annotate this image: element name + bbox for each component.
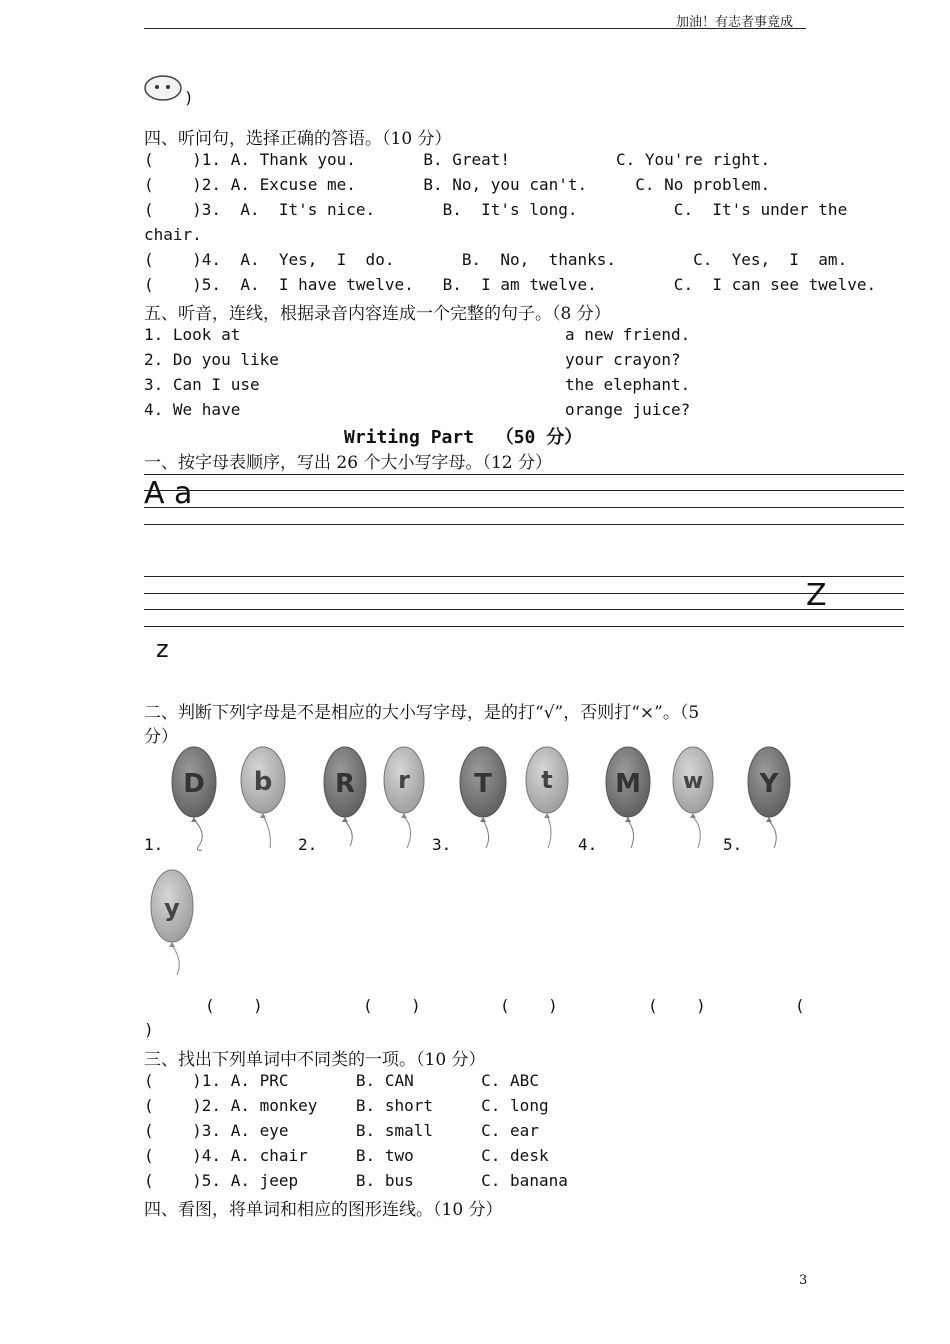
writing-line	[144, 609, 904, 610]
match-left-4: 4. We have	[144, 400, 241, 419]
odd-row-3: ( )3. A. eye B. small C. ear	[144, 1121, 539, 1140]
alphabet-start-letters: A a	[144, 476, 193, 511]
balloon-T	[460, 747, 506, 848]
pair-label-2: 2.	[298, 835, 318, 854]
section-heading-judge-continued: 分）	[144, 727, 178, 747]
balloon-b	[241, 747, 285, 848]
writing-line	[144, 490, 904, 491]
listen-question-5: ( )5. A. I have twelve. B. I am twelve. C. I can see twelve.	[144, 275, 877, 294]
answer-blank-2[interactable]: ( )	[363, 996, 421, 1015]
balloon-letter: M	[615, 769, 641, 799]
match-left-2: 2. Do you like	[144, 350, 279, 369]
answer-blank-3[interactable]: ( )	[500, 996, 558, 1015]
alphabet-end-upper: Z	[806, 578, 827, 613]
pair-label-1: 1.	[144, 835, 164, 854]
match-right-1: a new friend.	[565, 325, 691, 344]
writing-part-title: Writing Part （50 分）	[344, 427, 583, 448]
balloon-letter: R	[334, 769, 356, 799]
match-left-1: 1. Look at	[144, 325, 241, 344]
balloon-D	[172, 747, 216, 850]
writing-line	[144, 474, 904, 475]
odd-row-4: ( )4. A. chair B. two C. desk	[144, 1146, 549, 1165]
balloons-figure	[140, 740, 800, 980]
odd-row-1: ( )1. A. PRC B. CAN C. ABC	[144, 1071, 539, 1090]
alphabet-end-lower: z	[156, 635, 169, 663]
writing-line	[144, 593, 904, 594]
writing-line	[144, 626, 904, 627]
section-heading-listen-answer: 四、听问句，选择正确的答语。（10 分）	[144, 129, 452, 149]
balloon-letter: Y	[759, 769, 779, 799]
listen-question-2: ( )2. A. Excuse me. B. No, you can't. C. No problem.	[144, 175, 771, 194]
balloon-letter: D	[183, 769, 205, 799]
answer-blank-5[interactable]: (	[795, 996, 805, 1015]
balloon-R	[324, 747, 366, 846]
listen-question-3-continued: chair.	[144, 225, 202, 244]
balloon-letter: y	[164, 894, 180, 922]
section-heading-alphabet: 一、按字母表顺序，写出 26 个大小写字母。（12 分）	[144, 453, 552, 473]
answer-blank-5-close: )	[144, 1020, 154, 1039]
balloon-w	[673, 747, 713, 848]
pair-label-3: 3.	[432, 835, 452, 854]
match-right-2: your crayon?	[565, 350, 681, 369]
balloon-t	[526, 747, 568, 848]
writing-line	[144, 576, 904, 577]
match-left-3: 3. Can I use	[144, 375, 260, 394]
header-motto: 加油！有志者事竟成	[676, 15, 794, 30]
balloon-M	[606, 747, 650, 848]
pair-label-5: 5.	[723, 835, 743, 854]
pair-label-4: 4.	[578, 835, 598, 854]
close-paren: )	[184, 88, 194, 107]
section-heading-judge: 二、判断下列字母是不是相应的大小写字母，是的打“√”，否则打“×”。（5	[144, 703, 700, 723]
listen-question-1: ( )1. A. Thank you. B. Great! C. You're right.	[144, 150, 771, 169]
writing-line	[144, 524, 904, 525]
answer-blank-1[interactable]: ( )	[205, 996, 263, 1015]
page-number: 3	[799, 1273, 808, 1288]
odd-row-5: ( )5. A. jeep B. bus C. banana	[144, 1171, 568, 1190]
section-heading-picture-match: 四、看图，将单词和相应的图形连线。（10 分）	[144, 1200, 503, 1220]
section-heading-odd-one-out: 三、找出下列单词中不同类的一项。（10 分）	[144, 1050, 486, 1070]
speech-bubble-icon	[143, 72, 187, 106]
answer-blank-4[interactable]: ( )	[648, 996, 706, 1015]
listen-question-4: ( )4. A. Yes, I do. B. No, thanks. C. Yes, I am.	[144, 250, 848, 269]
balloon-letter: b	[253, 767, 273, 797]
listen-question-3: ( )3. A. It's nice. B. It's long. C. It's under the	[144, 200, 848, 219]
section-heading-listen-match: 五、听音，连线，根据录音内容连成一个完整的句子。（8 分）	[144, 304, 611, 324]
balloon-letter: t	[541, 766, 553, 794]
header-rule	[144, 28, 806, 29]
writing-line	[144, 507, 904, 508]
odd-row-2: ( )2. A. monkey B. short C. long	[144, 1096, 549, 1115]
balloon-Y	[748, 747, 790, 848]
match-right-4: orange juice?	[565, 400, 691, 419]
match-right-3: the elephant.	[565, 375, 691, 394]
balloon-letter: T	[474, 769, 492, 799]
balloon-letter: w	[682, 769, 704, 794]
balloon-letter: r	[398, 766, 410, 794]
balloon-r	[384, 747, 424, 848]
balloon-y	[151, 870, 193, 975]
